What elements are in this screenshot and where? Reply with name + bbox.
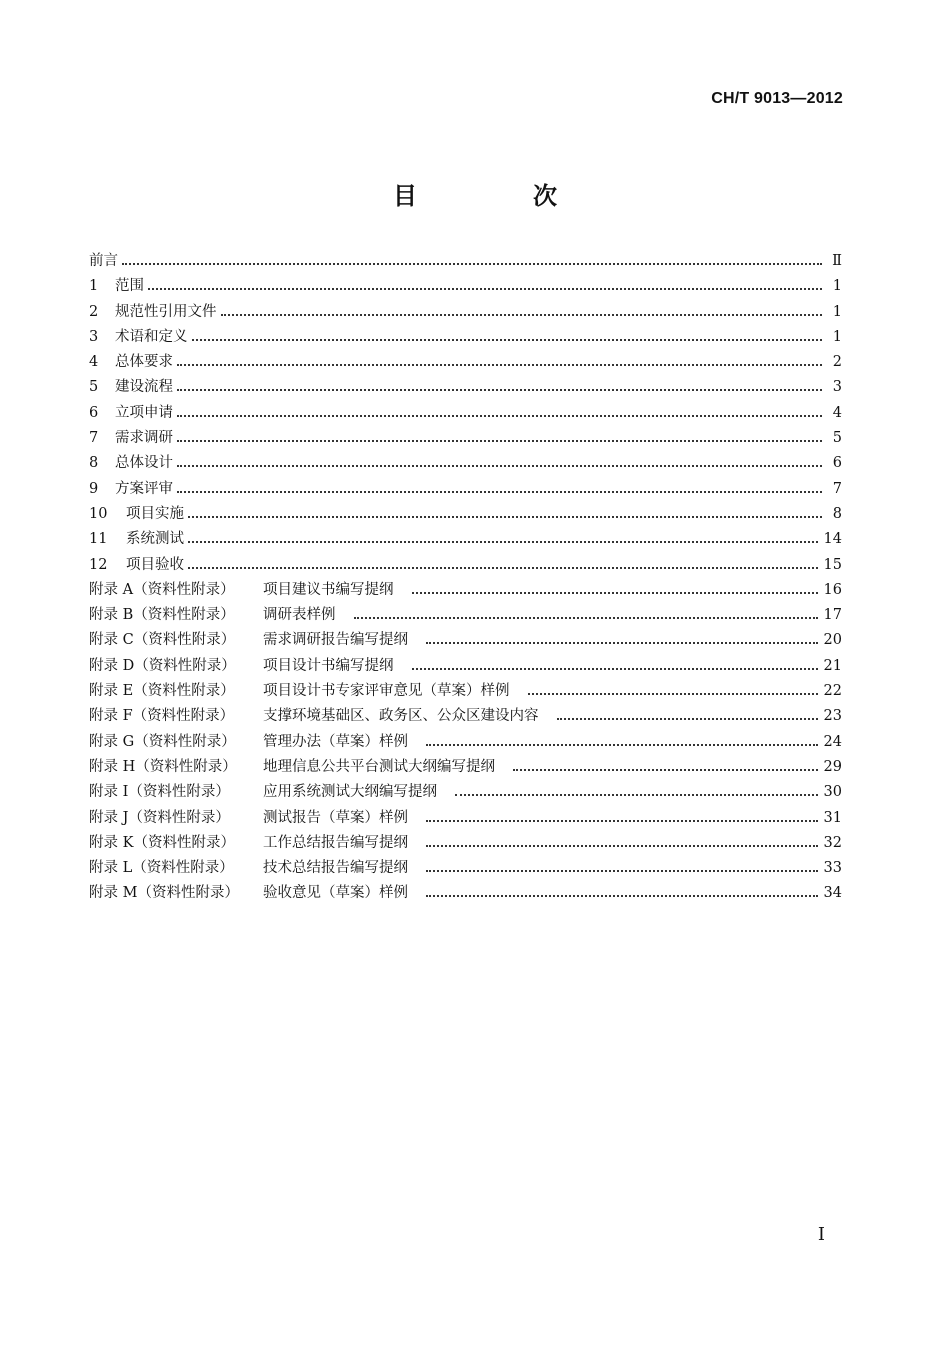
toc-entry-appendix[interactable] <box>89 806 842 831</box>
toc-entry-page: 24 <box>823 733 842 750</box>
toc-entry-page: 23 <box>823 708 842 725</box>
dot-leader <box>557 718 818 720</box>
toc-entry-number: 11 <box>89 531 108 548</box>
dot-leader <box>426 845 818 847</box>
toc-entry-chapter[interactable] <box>89 350 842 375</box>
dot-leader <box>412 668 818 670</box>
appendix-title: 项目建议书编写提纲 <box>263 581 394 598</box>
appendix-title: 测试报告（草案）样例 <box>263 809 408 826</box>
toc-entry-label: 前言 <box>89 253 118 269</box>
toc-entry-page: 2 <box>832 354 842 371</box>
toc-entry-appendix[interactable] <box>89 628 842 653</box>
toc-entry-appendix[interactable] <box>89 881 842 906</box>
toc-entry-page: 15 <box>823 556 842 573</box>
toc-entry-chapter[interactable] <box>89 527 842 552</box>
toc-entry-page: 17 <box>823 607 842 624</box>
appendix-label: 附录 J（资料性附录） <box>89 809 230 826</box>
toc-entry-number: 12 <box>89 556 108 573</box>
dot-leader <box>426 820 818 822</box>
appendix-label: 附录 F（资料性附录） <box>89 708 235 725</box>
appendix-title: 调研表样例 <box>263 607 336 624</box>
toc-entry-appendix[interactable] <box>89 755 842 780</box>
table-of-contents <box>89 249 842 907</box>
toc-entry-page: 4 <box>832 404 842 421</box>
dot-leader <box>188 516 822 518</box>
appendix-label: 附录 L（资料性附录） <box>89 860 234 877</box>
toc-entry-number: 5 <box>89 379 99 396</box>
dot-leader <box>221 314 823 316</box>
toc-entry-foreword[interactable] <box>89 249 842 274</box>
toc-entry-label: 立项申请 <box>115 404 173 421</box>
toc-entry-label: 术语和定义 <box>115 328 188 345</box>
appendix-label: 附录 I（资料性附录） <box>89 784 230 801</box>
appendix-label: 附录 K（资料性附录） <box>89 834 235 851</box>
toc-entry-page: Ⅱ <box>832 253 842 269</box>
appendix-title: 技术总结报告编写提纲 <box>263 860 408 877</box>
toc-entry-page: 8 <box>832 505 842 522</box>
toc-entry-number: 9 <box>89 480 99 497</box>
toc-entry-label: 需求调研 <box>115 430 173 447</box>
toc-entry-appendix[interactable] <box>89 603 842 628</box>
toc-entry-page: 22 <box>823 683 842 700</box>
toc-entry-page: 1 <box>832 278 842 295</box>
toc-entry-appendix[interactable] <box>89 730 842 755</box>
toc-entry-label: 总体设计 <box>115 455 173 472</box>
toc-entry-page: 1 <box>832 328 842 345</box>
toc-entry-number: 10 <box>89 505 108 522</box>
dot-leader <box>426 642 818 644</box>
toc-entry-label: 系统测试 <box>126 531 184 548</box>
dot-leader <box>177 491 822 493</box>
dot-leader <box>426 895 818 897</box>
dot-leader <box>192 339 823 341</box>
toc-entry-appendix[interactable] <box>89 856 842 881</box>
toc-entry-label: 项目实施 <box>126 505 184 522</box>
appendix-title: 地理信息公共平台测试大纲编写提纲 <box>263 758 495 775</box>
dot-leader <box>426 870 818 872</box>
appendix-title: 需求调研报告编写提纲 <box>263 632 408 649</box>
toc-entry-chapter[interactable] <box>89 375 842 400</box>
toc-entry-label: 项目验收 <box>126 556 184 573</box>
appendix-title: 验收意见（草案）样例 <box>263 885 408 902</box>
toc-entry-chapter[interactable] <box>89 300 842 325</box>
toc-entry-page: 20 <box>823 632 842 649</box>
toc-entry-appendix[interactable] <box>89 831 842 856</box>
toc-entry-appendix[interactable] <box>89 704 842 729</box>
toc-entry-chapter[interactable] <box>89 502 842 527</box>
dot-leader <box>455 794 818 796</box>
appendix-title: 应用系统测试大纲编写提纲 <box>263 784 437 801</box>
dot-leader <box>354 617 818 619</box>
appendix-label: 附录 D（资料性附录） <box>89 657 236 674</box>
toc-entry-chapter[interactable] <box>89 477 842 502</box>
toc-entry-page: 14 <box>823 531 842 548</box>
toc-entry-number: 3 <box>89 328 99 345</box>
toc-entry-page: 32 <box>823 834 842 851</box>
appendix-label: 附录 M（资料性附录） <box>89 885 239 902</box>
appendix-title: 工作总结报告编写提纲 <box>263 834 408 851</box>
dot-leader <box>426 744 818 746</box>
standard-code: CH/T 9013—2012 <box>711 90 843 107</box>
dot-leader <box>188 541 818 543</box>
toc-entry-number: 6 <box>89 404 99 421</box>
appendix-label: 附录 A（资料性附录） <box>89 581 235 598</box>
toc-entry-appendix[interactable] <box>89 780 842 805</box>
toc-entry-page: 7 <box>832 480 842 497</box>
toc-entry-chapter[interactable] <box>89 426 842 451</box>
appendix-label: 附录 E（资料性附录） <box>89 683 235 700</box>
toc-entry-page: 33 <box>823 860 842 877</box>
appendix-title: 项目设计书专家评审意见（草案）样例 <box>263 683 510 700</box>
toc-entry-chapter[interactable] <box>89 274 842 299</box>
toc-entry-page: 1 <box>832 303 842 320</box>
dot-leader <box>148 288 822 290</box>
dot-leader <box>177 415 822 417</box>
appendix-title: 项目设计书编写提纲 <box>263 657 394 674</box>
toc-entry-page: 16 <box>823 581 842 598</box>
appendix-label: 附录 G（资料性附录） <box>89 733 236 750</box>
toc-entry-page: 21 <box>823 657 842 674</box>
dot-leader <box>188 567 818 569</box>
toc-entry-page: 29 <box>823 758 842 775</box>
dot-leader <box>528 693 818 695</box>
toc-entry-number: 1 <box>89 278 99 295</box>
toc-entry-appendix[interactable] <box>89 654 842 679</box>
toc-entry-page: 3 <box>832 379 842 396</box>
appendix-label: 附录 B（资料性附录） <box>89 607 235 624</box>
toc-entry-number: 4 <box>89 354 99 371</box>
appendix-label: 附录 H（资料性附录） <box>89 758 237 775</box>
toc-entry-label: 范围 <box>115 278 144 295</box>
toc-entry-appendix[interactable] <box>89 578 842 603</box>
dot-leader <box>177 389 822 391</box>
toc-entry-label: 建设流程 <box>115 379 173 396</box>
page-number: I <box>817 1224 825 1245</box>
toc-entry-number: 2 <box>89 303 99 320</box>
toc-entry-label: 规范性引用文件 <box>115 303 217 320</box>
appendix-title: 管理办法（草案）样例 <box>263 733 408 750</box>
dot-leader <box>122 263 822 265</box>
toc-entry-number: 7 <box>89 430 99 447</box>
dot-leader <box>513 769 818 771</box>
page-title: 目 次 <box>393 182 603 210</box>
toc-entry-page: 30 <box>823 784 842 801</box>
toc-entry-appendix[interactable] <box>89 679 842 704</box>
toc-entry-page: 5 <box>832 430 842 447</box>
toc-entry-page: 31 <box>823 809 842 826</box>
toc-entry-page: 34 <box>823 885 842 902</box>
dot-leader <box>177 364 822 366</box>
toc-entry-label: 方案评审 <box>115 480 173 497</box>
appendix-title: 支撑环境基础区、政务区、公众区建设内容 <box>263 708 539 725</box>
toc-entry-chapter[interactable] <box>89 553 842 578</box>
toc-entry-number: 8 <box>89 455 99 472</box>
dot-leader <box>412 592 818 594</box>
toc-entry-chapter[interactable] <box>89 401 842 426</box>
appendix-label: 附录 C（资料性附录） <box>89 632 236 649</box>
toc-entry-label: 总体要求 <box>115 354 173 371</box>
toc-entry-chapter[interactable] <box>89 325 842 350</box>
toc-entry-page: 6 <box>832 455 842 472</box>
dot-leader <box>177 465 822 467</box>
dot-leader <box>177 440 822 442</box>
toc-entry-chapter[interactable] <box>89 451 842 476</box>
